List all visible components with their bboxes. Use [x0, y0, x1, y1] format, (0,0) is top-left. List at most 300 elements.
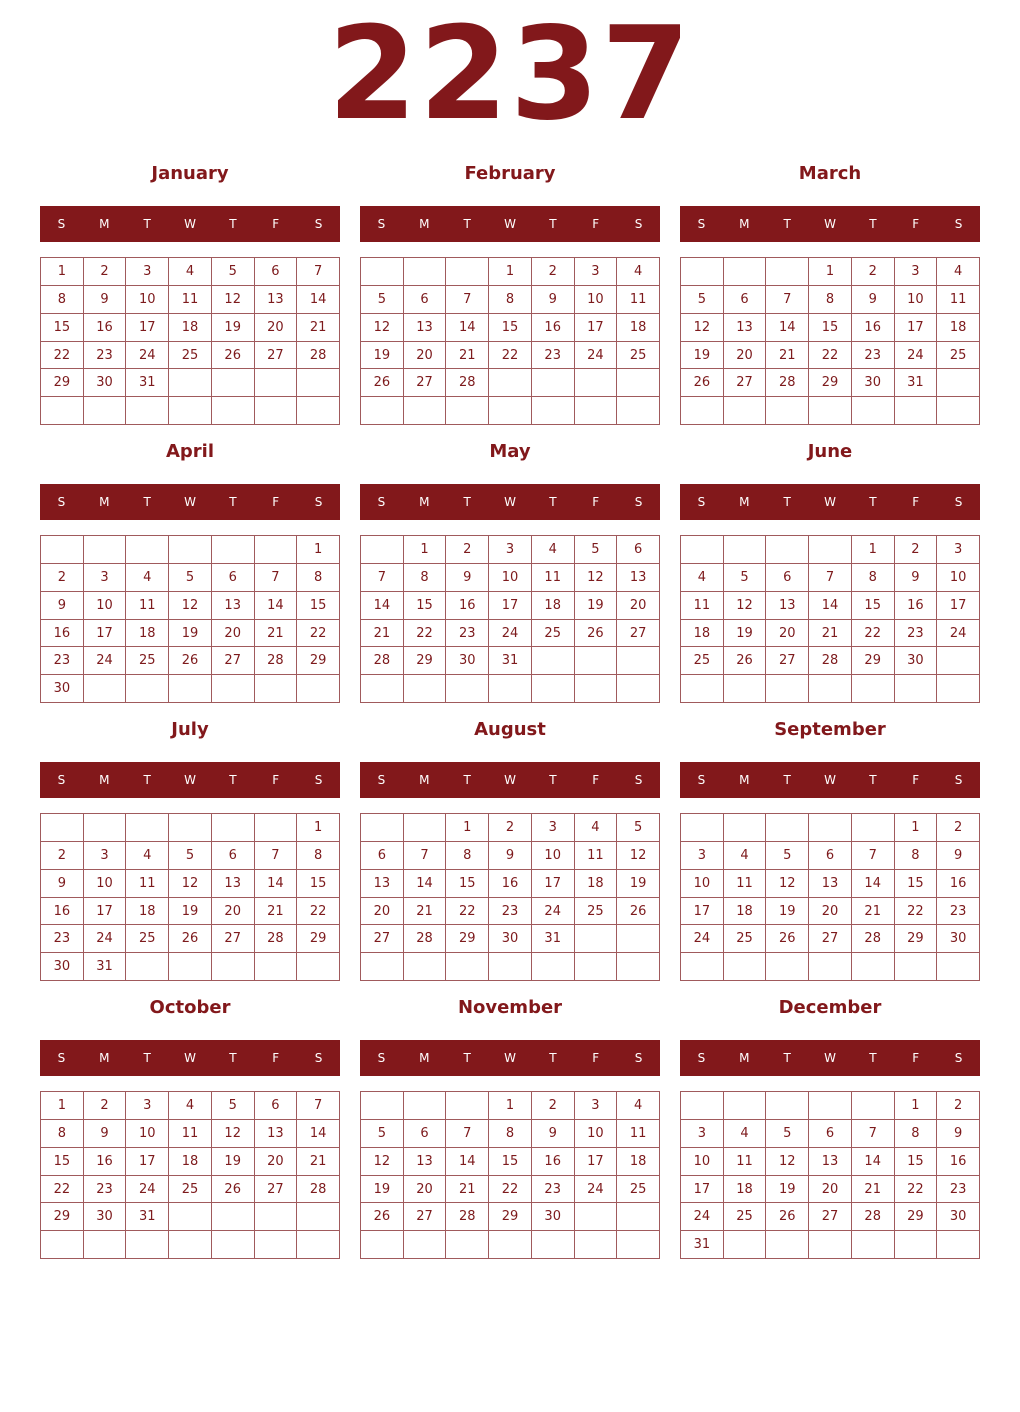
- day-cell: 30: [937, 1203, 980, 1231]
- day-cell: 31: [532, 925, 575, 953]
- empty-cell: [681, 814, 724, 842]
- day-cell: 27: [724, 369, 767, 397]
- day-cell: 25: [126, 647, 169, 675]
- weekday-header: [360, 484, 660, 520]
- day-cell: 11: [617, 1120, 660, 1148]
- weekday-label: S: [57, 1051, 66, 1065]
- weekday-label: S: [57, 217, 66, 231]
- day-cell: 4: [126, 564, 169, 592]
- month-name: September: [774, 719, 886, 740]
- day-cell: 3: [575, 1092, 618, 1120]
- day-cell: 19: [212, 314, 255, 342]
- day-cell: 13: [809, 1148, 852, 1176]
- day-cell: 31: [126, 1203, 169, 1231]
- day-cell: 21: [446, 342, 489, 370]
- month-name: August: [474, 719, 546, 740]
- day-cell: 1: [41, 258, 84, 286]
- empty-cell: [212, 536, 255, 564]
- empty-cell: [446, 397, 489, 425]
- day-cell: 23: [84, 342, 127, 370]
- day-cell: 15: [446, 870, 489, 898]
- day-cell: 19: [361, 342, 404, 370]
- weekday-header: [40, 484, 340, 520]
- day-cell: 10: [532, 842, 575, 870]
- weekday-label: T: [783, 495, 791, 509]
- day-cell: 21: [852, 1176, 895, 1204]
- weekday-label: F: [912, 1051, 920, 1065]
- weekday-header: [360, 762, 660, 798]
- day-cell: 17: [681, 1176, 724, 1204]
- empty-cell: [681, 397, 724, 425]
- day-cell: 2: [41, 564, 84, 592]
- day-cell: 18: [617, 1148, 660, 1176]
- empty-cell: [532, 675, 575, 703]
- weekday-label: F: [272, 773, 280, 787]
- day-grid: [680, 1091, 980, 1259]
- day-cell: 9: [532, 1120, 575, 1148]
- day-cell: 20: [404, 342, 447, 370]
- day-cell: 12: [169, 870, 212, 898]
- day-cell: 26: [169, 925, 212, 953]
- day-cell: 17: [532, 870, 575, 898]
- day-cell: 2: [84, 1092, 127, 1120]
- day-cell: 21: [255, 898, 298, 926]
- day-cell: 15: [297, 870, 340, 898]
- day-cell: 15: [489, 1148, 532, 1176]
- empty-cell: [617, 925, 660, 953]
- empty-cell: [895, 1231, 938, 1259]
- day-cell: 29: [41, 369, 84, 397]
- day-cell: 24: [84, 925, 127, 953]
- day-cell: 27: [255, 342, 298, 370]
- day-cell: 6: [404, 1120, 447, 1148]
- day-cell: 30: [41, 675, 84, 703]
- weekday-label: S: [377, 773, 386, 787]
- empty-cell: [126, 1231, 169, 1259]
- weekday-label: W: [504, 773, 516, 787]
- day-cell: 14: [852, 1148, 895, 1176]
- day-cell: 20: [766, 620, 809, 648]
- day-cell: 11: [126, 870, 169, 898]
- day-cell: 21: [766, 342, 809, 370]
- empty-cell: [766, 536, 809, 564]
- day-cell: 4: [126, 842, 169, 870]
- day-cell: 6: [212, 564, 255, 592]
- empty-cell: [809, 953, 852, 981]
- day-cell: 27: [212, 925, 255, 953]
- day-cell: 5: [766, 1120, 809, 1148]
- day-cell: 10: [126, 1120, 169, 1148]
- day-cell: 5: [575, 536, 618, 564]
- day-cell: 8: [489, 1120, 532, 1148]
- day-cell: 10: [937, 564, 980, 592]
- day-cell: 28: [361, 647, 404, 675]
- day-cell: 12: [681, 314, 724, 342]
- empty-cell: [446, 1231, 489, 1259]
- empty-cell: [212, 1203, 255, 1231]
- day-grid: [40, 535, 340, 703]
- day-grid: [40, 1091, 340, 1259]
- day-cell: 2: [895, 536, 938, 564]
- empty-cell: [169, 1203, 212, 1231]
- empty-cell: [724, 536, 767, 564]
- empty-cell: [404, 397, 447, 425]
- day-cell: 23: [937, 1176, 980, 1204]
- day-cell: 3: [489, 536, 532, 564]
- weekday-label: S: [634, 495, 643, 509]
- day-cell: 8: [895, 1120, 938, 1148]
- day-cell: 11: [724, 1148, 767, 1176]
- day-cell: 1: [489, 258, 532, 286]
- day-cell: 2: [41, 842, 84, 870]
- day-cell: 29: [41, 1203, 84, 1231]
- day-cell: 7: [446, 1120, 489, 1148]
- day-cell: 15: [809, 314, 852, 342]
- day-cell: 26: [212, 1176, 255, 1204]
- day-cell: 26: [169, 647, 212, 675]
- day-cell: 25: [937, 342, 980, 370]
- day-cell: 1: [404, 536, 447, 564]
- day-cell: 18: [126, 620, 169, 648]
- day-cell: 3: [84, 842, 127, 870]
- day-cell: 12: [212, 286, 255, 314]
- weekday-label: S: [954, 495, 963, 509]
- day-cell: 14: [766, 314, 809, 342]
- weekday-label: M: [99, 495, 110, 509]
- weekday-label: M: [739, 217, 750, 231]
- day-cell: 14: [297, 1120, 340, 1148]
- day-cell: 19: [169, 898, 212, 926]
- day-cell: 18: [575, 870, 618, 898]
- month-name: April: [165, 441, 215, 462]
- empty-cell: [84, 1231, 127, 1259]
- empty-cell: [361, 397, 404, 425]
- day-cell: 17: [895, 314, 938, 342]
- empty-cell: [126, 953, 169, 981]
- day-cell: 1: [489, 1092, 532, 1120]
- day-cell: 9: [84, 1120, 127, 1148]
- day-cell: 15: [489, 314, 532, 342]
- day-cell: 26: [766, 925, 809, 953]
- day-cell: 14: [255, 592, 298, 620]
- day-cell: 5: [766, 842, 809, 870]
- day-cell: 25: [575, 898, 618, 926]
- day-cell: 15: [852, 592, 895, 620]
- day-cell: 6: [809, 1120, 852, 1148]
- day-cell: 6: [809, 842, 852, 870]
- day-cell: 13: [212, 870, 255, 898]
- empty-cell: [937, 953, 980, 981]
- weekday-header: [680, 206, 980, 242]
- day-cell: 14: [404, 870, 447, 898]
- month-name: June: [807, 441, 853, 462]
- day-cell: 16: [937, 870, 980, 898]
- empty-cell: [361, 536, 404, 564]
- day-cell: 28: [255, 647, 298, 675]
- empty-cell: [446, 953, 489, 981]
- day-cell: 14: [361, 592, 404, 620]
- day-cell: 11: [126, 592, 169, 620]
- weekday-label: W: [504, 217, 516, 231]
- weekday-label: M: [739, 773, 750, 787]
- day-cell: 27: [809, 1203, 852, 1231]
- empty-cell: [766, 258, 809, 286]
- empty-cell: [766, 397, 809, 425]
- day-cell: 22: [446, 898, 489, 926]
- empty-cell: [766, 675, 809, 703]
- weekday-label: S: [634, 773, 643, 787]
- day-cell: 11: [937, 286, 980, 314]
- empty-cell: [446, 675, 489, 703]
- empty-cell: [809, 675, 852, 703]
- day-cell: 24: [575, 342, 618, 370]
- day-grid: [360, 257, 660, 425]
- day-cell: 15: [404, 592, 447, 620]
- day-cell: 10: [84, 592, 127, 620]
- weekday-header: [40, 762, 340, 798]
- day-cell: 18: [126, 898, 169, 926]
- day-cell: 25: [169, 342, 212, 370]
- weekday-label: S: [697, 495, 706, 509]
- day-cell: 22: [404, 620, 447, 648]
- day-cell: 21: [446, 1176, 489, 1204]
- day-grid: [40, 813, 340, 981]
- day-cell: 27: [809, 925, 852, 953]
- weekday-label: W: [184, 495, 196, 509]
- day-cell: 22: [895, 898, 938, 926]
- weekday-label: T: [869, 495, 877, 509]
- empty-cell: [255, 814, 298, 842]
- day-cell: 9: [937, 1120, 980, 1148]
- day-cell: 1: [297, 814, 340, 842]
- day-cell: 29: [852, 647, 895, 675]
- day-cell: 24: [895, 342, 938, 370]
- day-cell: 8: [489, 286, 532, 314]
- day-cell: 26: [575, 620, 618, 648]
- weekday-label: M: [419, 1051, 430, 1065]
- day-cell: 31: [681, 1231, 724, 1259]
- empty-cell: [895, 397, 938, 425]
- empty-cell: [446, 258, 489, 286]
- weekday-label: W: [184, 217, 196, 231]
- empty-cell: [617, 647, 660, 675]
- day-cell: 13: [617, 564, 660, 592]
- empty-cell: [617, 675, 660, 703]
- empty-cell: [575, 647, 618, 675]
- day-cell: 17: [126, 314, 169, 342]
- weekday-label: T: [143, 495, 151, 509]
- day-cell: 30: [895, 647, 938, 675]
- day-cell: 3: [681, 1120, 724, 1148]
- day-cell: 31: [489, 647, 532, 675]
- day-cell: 21: [852, 898, 895, 926]
- day-cell: 5: [169, 842, 212, 870]
- day-cell: 30: [446, 647, 489, 675]
- empty-cell: [169, 953, 212, 981]
- day-cell: 16: [532, 314, 575, 342]
- day-cell: 12: [766, 1148, 809, 1176]
- year-title: 2237: [327, 0, 693, 149]
- day-cell: 3: [84, 564, 127, 592]
- day-cell: 30: [532, 1203, 575, 1231]
- day-cell: 17: [489, 592, 532, 620]
- empty-cell: [84, 536, 127, 564]
- day-cell: 9: [41, 870, 84, 898]
- empty-cell: [766, 953, 809, 981]
- month-name: July: [171, 719, 209, 740]
- empty-cell: [681, 675, 724, 703]
- empty-cell: [724, 675, 767, 703]
- weekday-label: M: [739, 495, 750, 509]
- empty-cell: [489, 953, 532, 981]
- empty-cell: [532, 369, 575, 397]
- empty-cell: [297, 1231, 340, 1259]
- empty-cell: [617, 397, 660, 425]
- day-cell: 7: [852, 842, 895, 870]
- day-cell: 24: [575, 1176, 618, 1204]
- day-cell: 30: [84, 369, 127, 397]
- day-cell: 30: [84, 1203, 127, 1231]
- day-cell: 4: [169, 1092, 212, 1120]
- empty-cell: [617, 1231, 660, 1259]
- empty-cell: [681, 953, 724, 981]
- weekday-label: M: [99, 217, 110, 231]
- empty-cell: [169, 536, 212, 564]
- day-cell: 9: [446, 564, 489, 592]
- weekday-label: F: [912, 495, 920, 509]
- weekday-label: T: [549, 773, 557, 787]
- day-cell: 14: [809, 592, 852, 620]
- month-name: May: [489, 441, 531, 462]
- weekday-label: S: [634, 217, 643, 231]
- day-cell: 27: [766, 647, 809, 675]
- weekday-label: T: [463, 773, 471, 787]
- day-cell: 6: [766, 564, 809, 592]
- empty-cell: [361, 1231, 404, 1259]
- day-cell: 10: [895, 286, 938, 314]
- weekday-label: T: [143, 217, 151, 231]
- day-cell: 7: [255, 842, 298, 870]
- day-cell: 15: [41, 314, 84, 342]
- day-cell: 22: [297, 620, 340, 648]
- weekday-label: F: [272, 217, 280, 231]
- day-cell: 16: [852, 314, 895, 342]
- day-cell: 28: [404, 925, 447, 953]
- day-cell: 30: [852, 369, 895, 397]
- empty-cell: [724, 953, 767, 981]
- empty-cell: [895, 675, 938, 703]
- day-cell: 12: [724, 592, 767, 620]
- weekday-label: T: [549, 217, 557, 231]
- day-cell: 8: [297, 842, 340, 870]
- empty-cell: [126, 675, 169, 703]
- weekday-label: M: [419, 495, 430, 509]
- day-cell: 2: [532, 258, 575, 286]
- day-cell: 5: [212, 258, 255, 286]
- day-cell: 6: [212, 842, 255, 870]
- empty-cell: [766, 814, 809, 842]
- empty-cell: [212, 675, 255, 703]
- day-cell: 20: [212, 620, 255, 648]
- empty-cell: [255, 953, 298, 981]
- day-cell: 24: [489, 620, 532, 648]
- day-cell: 17: [937, 592, 980, 620]
- weekday-label: T: [229, 1051, 237, 1065]
- empty-cell: [489, 369, 532, 397]
- day-cell: 19: [212, 1148, 255, 1176]
- weekday-label: S: [954, 217, 963, 231]
- empty-cell: [169, 369, 212, 397]
- empty-cell: [404, 1092, 447, 1120]
- day-cell: 25: [681, 647, 724, 675]
- day-cell: 27: [617, 620, 660, 648]
- empty-cell: [809, 1092, 852, 1120]
- day-cell: 4: [724, 1120, 767, 1148]
- day-cell: 28: [809, 647, 852, 675]
- day-cell: 17: [681, 898, 724, 926]
- day-cell: 10: [681, 870, 724, 898]
- day-cell: 6: [617, 536, 660, 564]
- day-cell: 18: [937, 314, 980, 342]
- day-cell: 12: [169, 592, 212, 620]
- day-cell: 27: [404, 369, 447, 397]
- empty-cell: [361, 258, 404, 286]
- day-cell: 19: [724, 620, 767, 648]
- weekday-label: T: [783, 217, 791, 231]
- day-cell: 23: [532, 342, 575, 370]
- weekday-header: [40, 206, 340, 242]
- empty-cell: [169, 675, 212, 703]
- day-cell: 8: [41, 1120, 84, 1148]
- day-cell: 29: [404, 647, 447, 675]
- day-cell: 13: [361, 870, 404, 898]
- day-cell: 22: [489, 342, 532, 370]
- empty-cell: [84, 814, 127, 842]
- day-cell: 10: [575, 286, 618, 314]
- empty-cell: [681, 1092, 724, 1120]
- day-cell: 28: [297, 342, 340, 370]
- day-cell: 7: [766, 286, 809, 314]
- month-name: November: [457, 997, 563, 1018]
- day-cell: 4: [617, 258, 660, 286]
- weekday-label: T: [869, 773, 877, 787]
- empty-cell: [404, 814, 447, 842]
- empty-cell: [489, 1231, 532, 1259]
- day-cell: 20: [809, 1176, 852, 1204]
- empty-cell: [575, 953, 618, 981]
- day-cell: 11: [724, 870, 767, 898]
- day-cell: 22: [41, 342, 84, 370]
- day-cell: 2: [446, 536, 489, 564]
- day-cell: 24: [532, 898, 575, 926]
- empty-cell: [852, 953, 895, 981]
- day-cell: 4: [937, 258, 980, 286]
- empty-cell: [169, 397, 212, 425]
- empty-cell: [852, 1092, 895, 1120]
- day-cell: 27: [404, 1203, 447, 1231]
- weekday-label: S: [377, 217, 386, 231]
- weekday-label: W: [184, 1051, 196, 1065]
- day-cell: 7: [809, 564, 852, 592]
- weekday-label: T: [143, 773, 151, 787]
- day-cell: 28: [446, 369, 489, 397]
- month-name: December: [778, 997, 882, 1018]
- empty-cell: [255, 397, 298, 425]
- day-cell: 14: [446, 1148, 489, 1176]
- day-cell: 3: [532, 814, 575, 842]
- empty-cell: [852, 675, 895, 703]
- weekday-label: F: [592, 495, 600, 509]
